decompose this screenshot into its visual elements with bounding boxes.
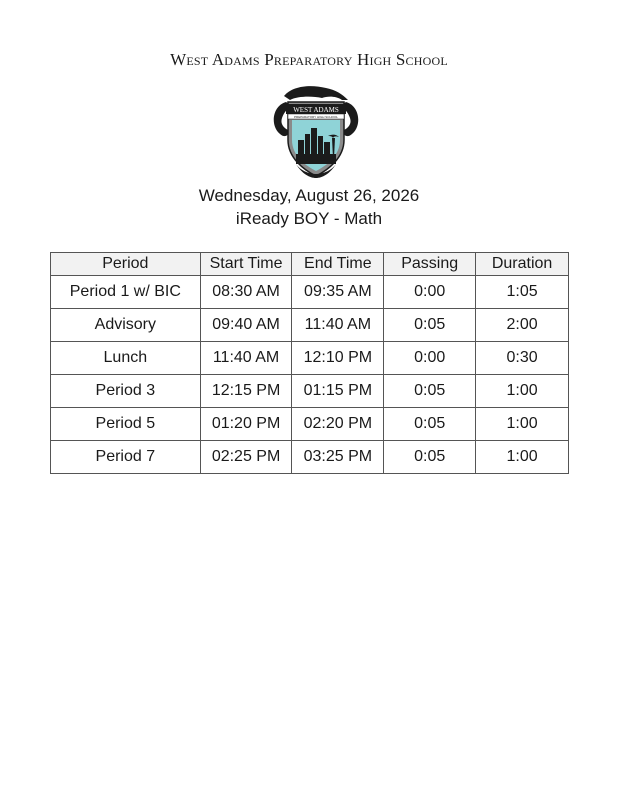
start-time-cell: 02:25 PM: [200, 441, 292, 474]
period-cell: Period 1 w/ BIC: [51, 276, 201, 309]
table-header-row: [51, 253, 569, 276]
column-header-passing: Passing: [384, 253, 476, 276]
duration-cell: 1:00: [476, 408, 569, 441]
period-cell: Period 3: [51, 375, 201, 408]
passing-cell: 0:00: [384, 276, 476, 309]
start-time-cell: 11:40 AM: [200, 342, 292, 375]
duration-cell: 2:00: [476, 309, 569, 342]
period-cell: Lunch: [51, 342, 201, 375]
end-time-cell: 01:15 PM: [292, 375, 384, 408]
crest-subtitle-text: PREPARATORY HIGH SCHOOL: [294, 115, 338, 119]
panther-silhouette: [284, 86, 348, 100]
passing-cell: 0:05: [384, 441, 476, 474]
table-row: [51, 408, 569, 441]
start-time-cell: 12:15 PM: [200, 375, 292, 408]
crest-name-text: WEST ADAMS: [293, 106, 339, 114]
end-time-cell: 02:20 PM: [292, 408, 384, 441]
end-time-cell: 03:25 PM: [292, 441, 384, 474]
start-time-cell: 01:20 PM: [200, 408, 292, 441]
column-header-end-time: End Time: [292, 253, 384, 276]
passing-cell: 0:00: [384, 342, 476, 375]
column-header-start-time: Start Time: [200, 253, 292, 276]
duration-cell: 1:05: [476, 276, 569, 309]
bell-schedule-table: [50, 252, 569, 474]
duration-cell: 1:00: [476, 441, 569, 474]
table-row: [51, 342, 569, 375]
table-row: [51, 441, 569, 474]
period-cell: Period 5: [51, 408, 201, 441]
school-crest-logo: [266, 78, 366, 182]
passing-cell: 0:05: [384, 408, 476, 441]
period-cell: Advisory: [51, 309, 201, 342]
column-header-period: Period: [51, 253, 201, 276]
column-header-duration: Duration: [476, 253, 569, 276]
passing-cell: 0:05: [384, 375, 476, 408]
school-title: West Adams Preparatory High School: [170, 50, 448, 69]
passing-cell: 0:05: [384, 309, 476, 342]
end-time-cell: 11:40 AM: [292, 309, 384, 342]
duration-cell: 1:00: [476, 375, 569, 408]
table-row: [51, 276, 569, 309]
schedule-subtitle: iReady BOY - Math: [235, 209, 383, 228]
start-time-cell: 08:30 AM: [200, 276, 292, 309]
schedule-date: Wednesday, August 26, 2026: [198, 186, 420, 205]
table-row: [51, 309, 569, 342]
duration-cell: 0:30: [476, 342, 569, 375]
start-time-cell: 09:40 AM: [200, 309, 292, 342]
period-cell: Period 7: [51, 441, 201, 474]
end-time-cell: 09:35 AM: [292, 276, 384, 309]
end-time-cell: 12:10 PM: [292, 342, 384, 375]
table-row: [51, 375, 569, 408]
